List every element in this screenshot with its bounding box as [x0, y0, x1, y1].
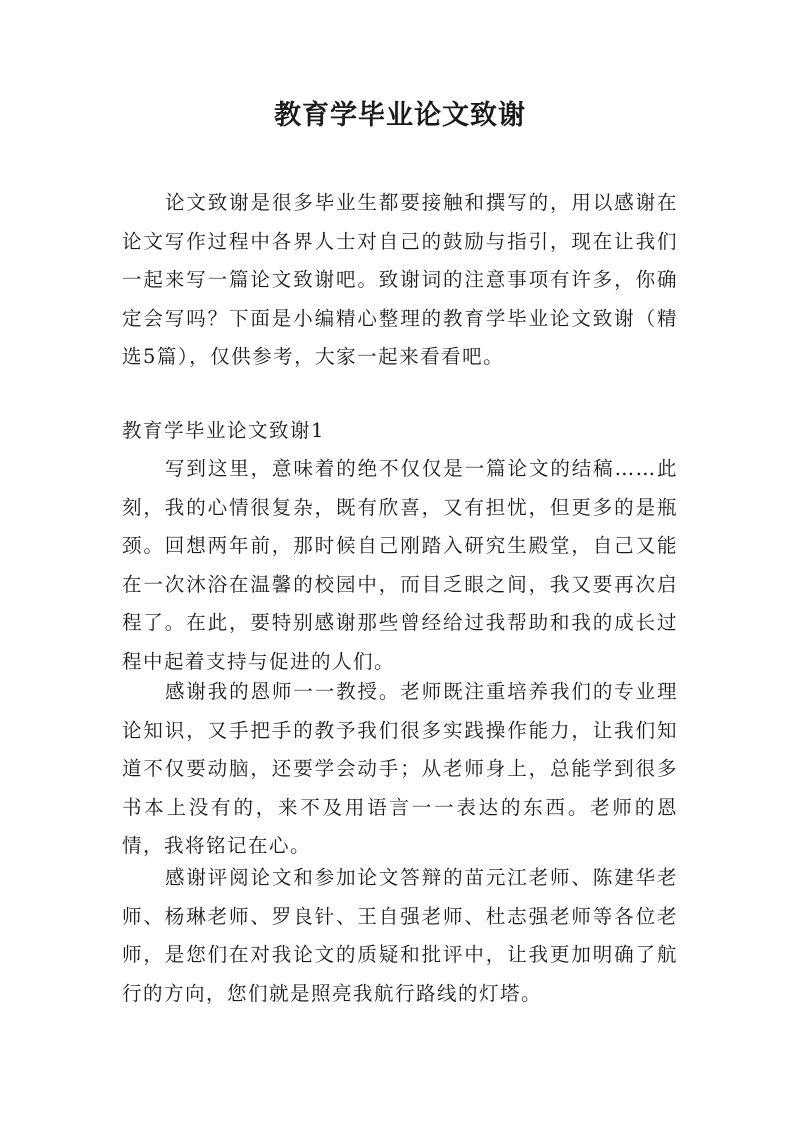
- document-title: 教育学毕业论文致谢: [274, 100, 526, 131]
- intro-paragraph: 论文致谢是很多毕业生都要接触和撰写的，用以感谢在论文写作过程中各界人士对自己的鼓励与指引，现在让我们一起来写一篇论文致谢吧。致谢词的注意事项有许多，你确定会写吗？下面是小编精心整理的教育学毕业论文致谢（精选5篇），仅供参考，大家一起来看看吧。: [122, 191, 678, 368]
- body-paragraph: 感谢评阅论文和参加论文答辩的苗元江老师、陈建华老师、杨琳老师、罗良针、王自强老师、杜志强老师等各位老师，是您们在对我论文的质疑和批评中，让我更加明确了航行的方向，您们就是照亮我航行路线的灯塔。: [122, 866, 678, 1005]
- section-heading: 教育学毕业论文致谢1: [122, 419, 325, 442]
- body-paragraph: 写到这里，意味着的绝不仅仅是一篇论文的结稿……此刻，我的心情很复杂，既有欣喜，又有担忧，但更多的是瓶颈。回想两年前，那时候自己刚踏入研究生殿堂，自己又能在一次沐浴在温馨的校园中，而目乏眼之间，我又要再次启程了。在此，要特别感谢那些曾经给过我帮助和我的成长过程中起着支持与促进的人们。: [122, 457, 678, 673]
- body-paragraph: 感谢我的恩师一一教授。老师既注重培养我们的专业理论知识，又手把手的教予我们很多实践操作能力，让我们知道不仅要动脑，还要学会动手；从老师身上，总能学到很多书本上没有的，来不及用语言一一表达的东西。老师的恩情，我将铭记在心。: [122, 680, 678, 857]
